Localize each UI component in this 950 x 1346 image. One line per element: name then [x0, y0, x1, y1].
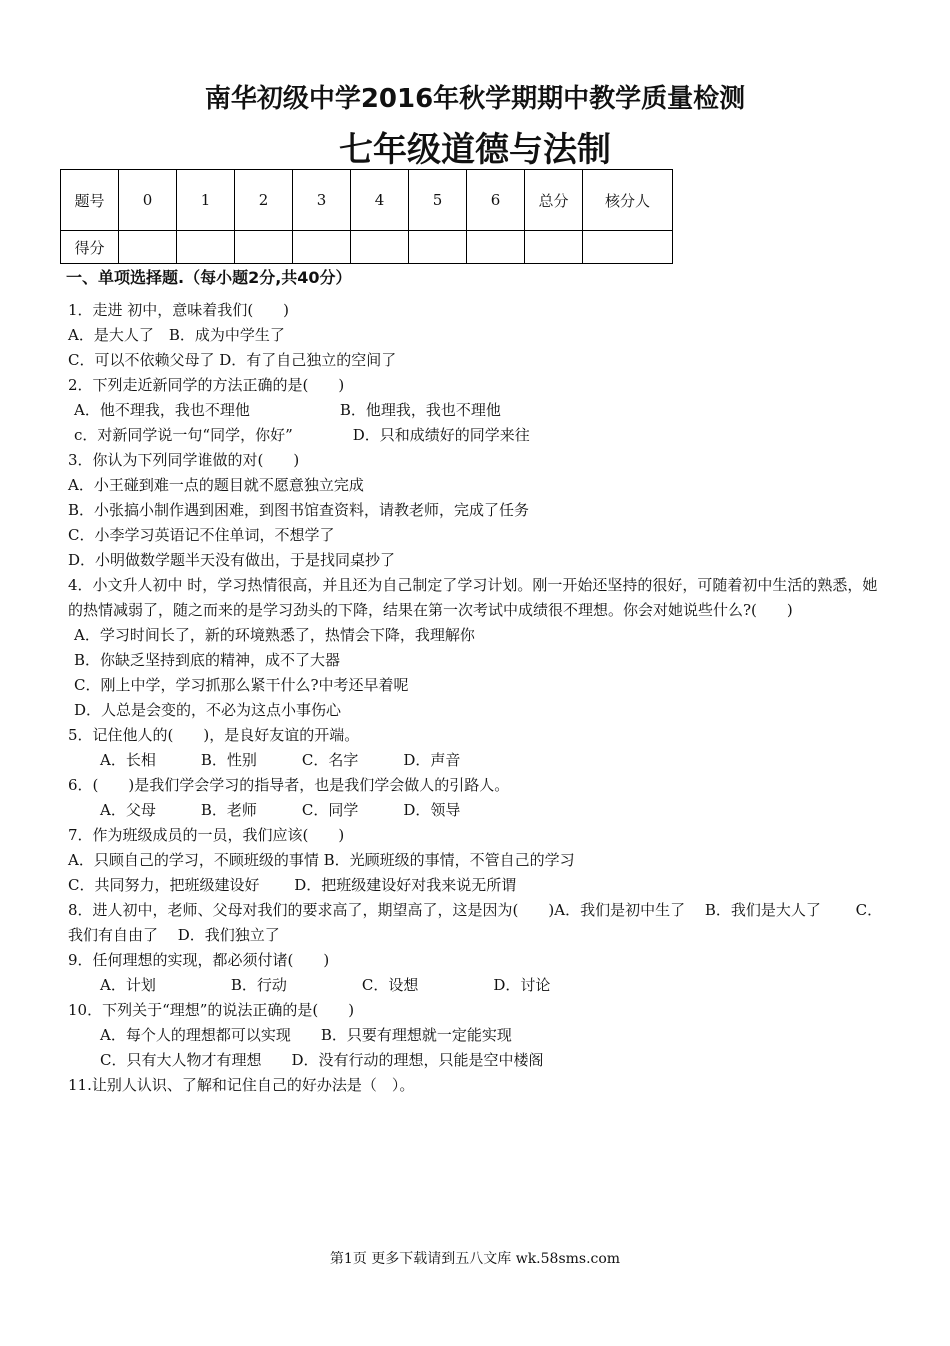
score-table-cell: 得分 [61, 231, 119, 264]
option-line: A．计划 B．行动 C．设想 D．讨论 [100, 976, 551, 994]
option-line: B．小张搞小制作遇到困难，到图书馆查资料，请教老师，完成了任务 [68, 501, 530, 519]
score-table [60, 169, 673, 264]
question-line: 7．作为班级成员的一员，我们应该( ) [68, 826, 345, 844]
score-input-cell [235, 231, 293, 264]
question-line: 6．( )是我们学会学习的指导者，也是我们学会做人的引路人。 [68, 776, 510, 794]
question-line: 8．进人初中，老师、父母对我们的要求高了，期望高了，这是因为( )A．我们是初中生了 B．我们是大人了 C．我们有自由了 D．我们独立了 [68, 901, 883, 944]
option-line: B．你缺乏坚持到底的精神，成不了大器 [74, 651, 341, 669]
score-input-cell [351, 231, 409, 264]
option-line: D．人总是会变的，不必为这点小事伤心 [74, 701, 342, 719]
option-line: A．是大人了 B．成为中学生了 [68, 326, 285, 344]
question-line: 5．记住他人的( )，是良好友谊的开端。 [68, 726, 360, 744]
question-line: 9．任何理想的实现，都必须付诸( ) [68, 951, 330, 969]
score-table-cell: 题号 [61, 170, 119, 231]
option-line: D．小明做数学题半天没有做出，于是找同桌抄了 [68, 551, 396, 569]
score-input-cell [177, 231, 235, 264]
question-line: 4．小文升人初中 时，学习热情很高，并且还为自己制定了学习计划。刚一开始还坚持的很好，可随着初中生活的熟悉，她的热情减弱了，随之而来的是学习劲头的下降，结果在第一次考试中成绩很不理想。你会对她说些什么?( ) [68, 576, 878, 619]
question-line: 10．下列关于“理想”的说法正确的是( ) [68, 1001, 355, 1019]
option-line: c．对新同学说一句“同学，你好” D．只和成绩好的同学来往 [74, 426, 530, 444]
question-list [68, 298, 888, 1098]
option-line: A．长相 B．性别 C．名字 D．声音 [100, 751, 461, 769]
score-input-cell [119, 231, 177, 264]
score-table-cell: 0 [119, 170, 177, 231]
score-input-cell [583, 231, 673, 264]
question-line: 2．下列走近新同学的方法正确的是( ) [68, 376, 345, 394]
exam-subtitle: 七年级道德与法制 [339, 130, 611, 170]
option-line: A．小王碰到难一点的题目就不愿意独立完成 [68, 476, 364, 494]
score-table-cell: 4 [351, 170, 409, 231]
score-input-cell [293, 231, 351, 264]
score-input-cell [525, 231, 583, 264]
score-input-cell [409, 231, 467, 264]
score-table-header-row [61, 170, 673, 231]
option-line: A．每个人的理想都可以实现 B．只要有理想就一定能实现 [100, 1026, 512, 1044]
exam-title: 南华初级中学2016年秋学期期中教学质量检测 [204, 84, 746, 114]
question-line: 3．你认为下列同学谁做的对( ) [68, 451, 300, 469]
score-table-cell: 5 [409, 170, 467, 231]
option-line: C．小李学习英语记不住单词，不想学了 [68, 526, 335, 544]
score-table-cell: 6 [467, 170, 525, 231]
option-line: C．只有大人物才有理想 D．没有行动的理想，只能是空中楼阁 [100, 1051, 544, 1069]
option-line: C．共同努力，把班级建设好 D．把班级建设好对我来说无所谓 [68, 876, 517, 894]
score-table-cell: 核分人 [583, 170, 673, 231]
score-table-cell: 3 [293, 170, 351, 231]
score-input-cell [467, 231, 525, 264]
option-line: C．刚上中学，学习抓那么紧干什么?中考还早着呢 [74, 676, 409, 694]
score-table-cell: 2 [235, 170, 293, 231]
section-title: 一、单项选择题.（每小题2分,共40分） [66, 268, 352, 287]
option-line: A．父母 B．老师 C．同学 D．领导 [100, 801, 461, 819]
score-table-score-row [61, 231, 673, 264]
score-table-cell: 1 [177, 170, 235, 231]
score-table-cell: 总分 [525, 170, 583, 231]
option-line: C．可以不依赖父母了 D．有了自己独立的空间了 [68, 351, 397, 369]
page-footer: 第1页 更多下载请到五八文库 wk.58sms.com [329, 1251, 621, 1267]
question-line: 1．走进 初中，意味着我们( ) [68, 301, 290, 319]
question-line: 11.让别人认识、了解和记住自己的好办法是（ ）。 [68, 1076, 415, 1094]
option-line: A．学习时间长了，新的环境熟悉了，热情会下降，我理解你 [74, 626, 475, 644]
option-line: A．只顾自己的学习，不顾班级的事情 B．光顾班级的事情，不管自己的学习 [68, 851, 575, 869]
option-line: A．他不理我，我也不理他 B．他理我，我也不理他 [74, 401, 501, 419]
